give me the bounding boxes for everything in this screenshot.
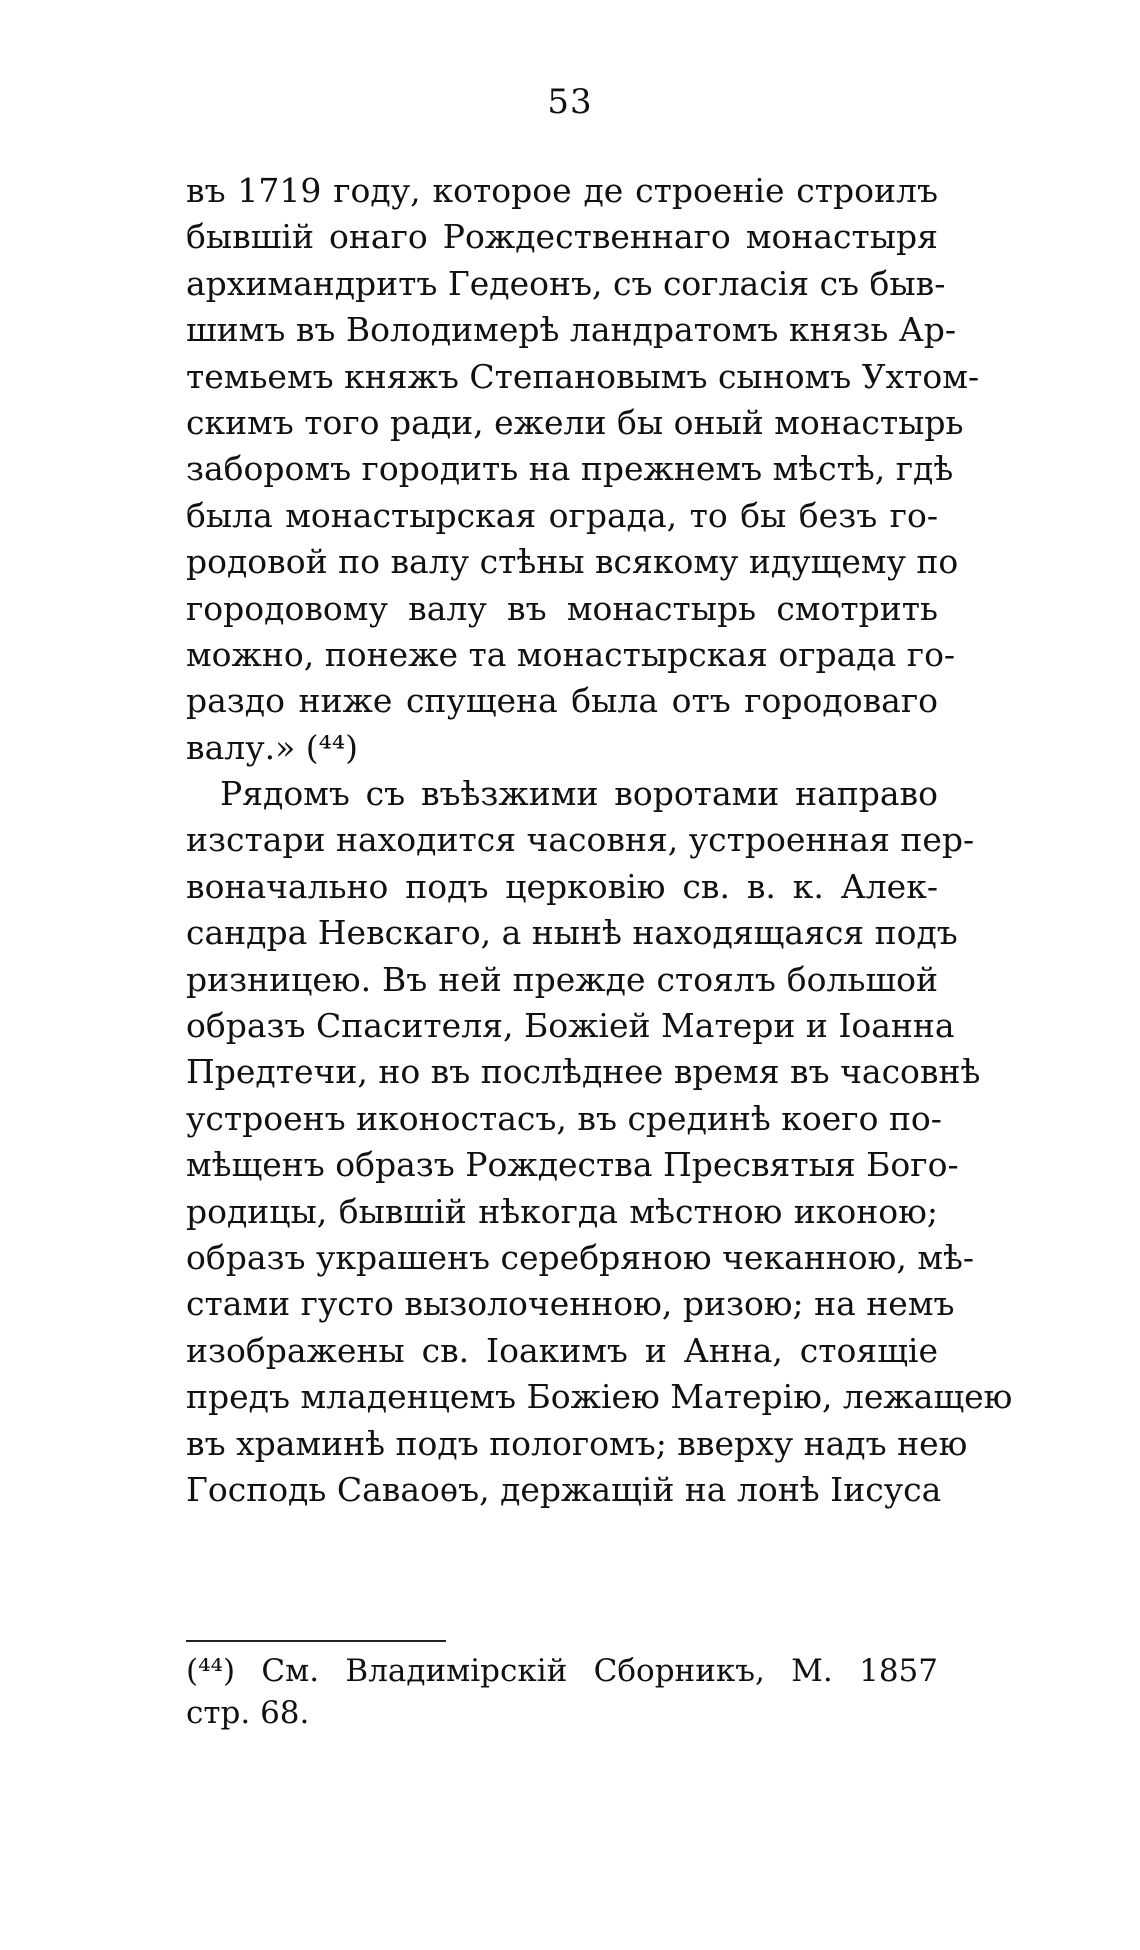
text-line: была монастырская ограда, то бы безъ го- [186, 495, 938, 535]
text-line: темьемъ княжъ Степановымъ сыномъ Ухтом- [186, 356, 980, 396]
text-line: шимъ въ Володимерѣ ландратомъ князь Ар- [186, 310, 957, 350]
text-line-paragraph-start: Рядомъ съ въѣзжими воротами направо [220, 774, 938, 814]
text-line: заборомъ городить на прежнемъ мѣстѣ, гдѣ [186, 449, 954, 489]
text-line: ризницею. Въ ней прежде стоялъ большой [186, 959, 938, 999]
text-line: въ храминѣ подъ пологомъ; вверху надъ нею [186, 1423, 968, 1463]
text-line: изстари находится часовня, устроенная пер- [186, 820, 975, 860]
footnote-line: стр. 68. [186, 1695, 310, 1731]
page-number: 53 [547, 82, 593, 122]
text-line: родицы, бывшій нѣкогда мѣстною иконою; [186, 1191, 938, 1231]
text-line: родовой по валу стѣны всякому идущему по [186, 542, 959, 582]
text-line-paragraph-end: валу.» (⁴⁴) [186, 727, 359, 767]
text-line: бывшій онаго Рождественнаго монастыря [186, 217, 938, 257]
text-line: образъ Спасителя, Божіей Матери и Іоанна [186, 1006, 955, 1046]
text-line: Господь Саваоѳъ, держащій на лонѣ Іисуса [186, 1469, 942, 1509]
text-line: Предтечи, но въ послѣднее время въ часовнѣ [186, 1052, 981, 1092]
text-line: городовому валу въ монастырь смотрить [186, 588, 938, 628]
text-line: можно, понеже та монастырская ограда го- [186, 634, 956, 674]
text-line: въ 1719 году, которое де строеніе строилъ [186, 171, 938, 210]
text-line: устроенъ иконостасъ, въ срединѣ коего по- [186, 1098, 942, 1138]
text-line: архимандритъ Гедеонъ, съ согласія съ быв- [186, 263, 946, 303]
footnote-line: (⁴⁴) См. Владимірскій Сборникъ, М. 1857 [186, 1653, 938, 1689]
footnote-divider [186, 1640, 446, 1642]
text-line: раздо ниже спущена была отъ городоваго [186, 681, 938, 721]
text-line: образъ украшенъ серебряною чеканною, мѣ- [186, 1237, 975, 1277]
text-line: предъ младенцемъ Божіею Матерію, лежащею [186, 1377, 1013, 1417]
text-line: воначально подъ церковію св. в. к. Алек- [186, 866, 938, 906]
text-line: скимъ того ради, ежели бы оный монастырь [186, 402, 964, 442]
body-text [186, 168, 1013, 1513]
text-line: изображены св. Іоакимъ и Анна, стоящіе [186, 1330, 938, 1370]
text-line: мѣщенъ образъ Рождества Пресвятыя Бого- [186, 1145, 959, 1185]
text-line: стами густо вызолоченною, ризою; на немъ [186, 1284, 955, 1324]
text-line: сандра Невскаго, а нынѣ находящаяся подъ [186, 913, 958, 953]
footnote [186, 1650, 938, 1734]
